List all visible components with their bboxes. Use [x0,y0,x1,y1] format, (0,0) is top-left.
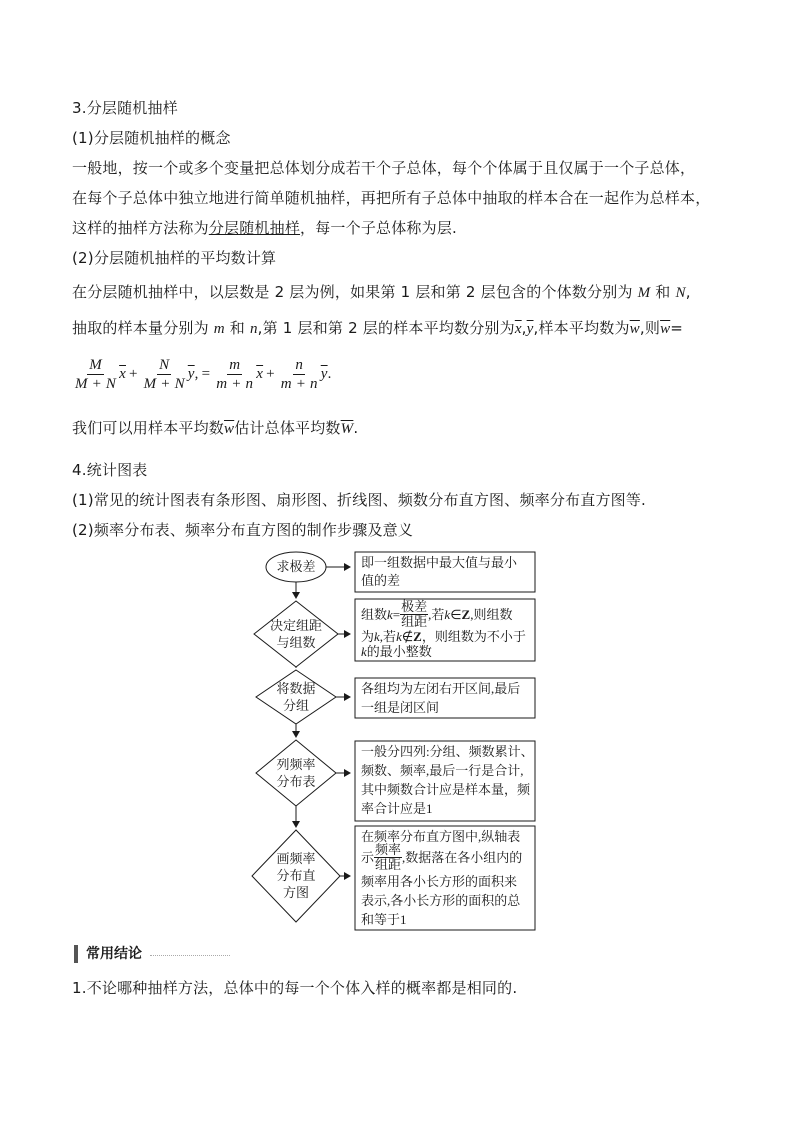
step-label: 方图 [282,885,309,900]
step-label: 将数据 [276,681,316,696]
box-text [361,642,432,662]
text: 和 [229,319,245,337]
text: , [685,283,691,301]
box-text: 频率用各小长方形的面积来 [361,874,518,889]
step-label: 与组数 [276,635,316,650]
denominator: 组距 [401,614,428,629]
conclusion-item: 1.不论哪种抽样方法，总体中的每一个个体入样的概率都是相同的. [72,979,518,997]
var-m: m [213,321,225,337]
denominator: M + N [75,375,117,392]
numerator: n [295,356,304,373]
fraction [400,600,428,629]
denominator: m + n [216,375,254,392]
text: 为 [361,629,375,644]
text: 在分层随机抽样中，以层数是 2 层为例，如果第 1 层和第 2 层包含的个体数分别为 [72,283,633,301]
box-text: 一组是闭区间 [361,700,440,715]
box-text: 即一组数据中最大值与最小 [361,555,518,570]
set-Z: Z [413,629,422,644]
fraction [374,843,402,872]
step-label: 分布表 [276,774,316,789]
var-N: N [675,285,686,301]
subheading-steps: (2)频率分布表、频率分布直方图的制作步骤及意义 [72,521,414,539]
numerator: M [89,356,102,373]
var-k: k [361,644,367,659]
text: ,则组数 [470,606,513,622]
var-k: k [444,606,451,622]
text: ,第 1 层和第 2 层的样本平均数分别为 [257,319,515,337]
paragraph-line: 在每个子总体中独立地进行简单随机抽样，再把所有子总体中抽取的样本合在一起作为总样本， [72,189,711,207]
plus-sign: + [128,366,138,382]
text: ∈ [450,606,462,622]
box-text: 各组均为左闭右开区间,最后 [361,681,521,696]
term-stratified-sampling: 分层随机抽样 [208,219,301,237]
text: 抽取的样本量分别为 [72,319,209,337]
text: 组数 [361,606,388,622]
conclusions-heading: 常用结论 [74,945,142,963]
period: . [327,366,332,382]
box-text [361,843,522,872]
step-label: 分布直 [276,868,316,883]
denominator: 组距 [375,857,402,872]
var-x-bar: $\overline{x}$ [514,321,522,337]
text: , [194,366,199,382]
box-text: 一般分四列:分组、频数累计、 [361,744,534,759]
numerator: N [159,356,170,373]
step-label: 决定组距 [269,618,322,633]
numerator: m [229,356,241,373]
plus-sign: + [266,366,275,382]
step-label: 列频率 [276,757,316,772]
var-x-bar: $\overline{x}$ [256,366,264,382]
box-text: 在频率分布直方图中,纵轴表 [361,829,521,844]
var-y-bar: $\overline{y}$ [526,321,534,337]
text: 和 [655,283,671,301]
text: ,数据落在各小组内的 [402,849,523,865]
text: = [670,319,684,337]
var-w-bar: $\overline{w}$ [224,421,235,437]
var-M: M [637,285,651,301]
step-label: 求极差 [276,559,316,574]
divider [150,955,230,956]
set-Z: Z [461,606,471,622]
var-n: n [249,321,258,337]
box-text: 频数、频率,最后一行是合计, [361,763,524,778]
paragraph-line: 一般地，按一个或多个变量把总体划分成若干个子总体，每个个体属于且仅属于一个子总体， [72,159,696,177]
subheading-concept: (1)分层随机抽样的概念 [72,129,231,147]
text: ∉ [401,629,414,644]
denominator: M + N [143,375,185,392]
paragraph-line: (1)常见的统计图表有条形图、扇形图、折线图、频数分布直方图、频率分布直方图等. [72,491,647,509]
step-label: 画频率 [276,851,316,866]
var-w-bar: $\overline{w}$ [660,321,671,337]
text: 示 [361,849,375,865]
text: ,若 [379,629,397,644]
numerator: 频率 [375,842,402,857]
var-k: k [387,606,393,622]
text: , [521,319,527,337]
box-text [361,600,512,629]
period: . [353,419,359,437]
text: ,样本平均数为 [533,319,630,337]
var-k: k [396,629,402,644]
var-W-bar: $\overline{W}$ [340,421,354,437]
var-w-bar: $\overline{w}$ [629,321,640,337]
denominator: m + n [280,375,318,392]
equals-sign: = [201,366,211,382]
text: 估计总体平均数 [234,419,341,437]
box-text: 表示,各小长方形的面积的总 [361,893,521,908]
var-k: k [374,629,380,644]
box-text: 和等于1 [361,912,407,927]
numerator: 极差 [401,599,428,614]
box-text: 率合计应是1 [361,801,433,816]
step-label: 分组 [282,698,309,713]
section-title-stratified: 3.分层随机抽样 [72,99,178,117]
text: 这样的抽样方法称为 [72,219,209,237]
var-x-bar: $\overline{x}$ [119,366,126,382]
text: ,若 [428,606,445,622]
text: 我们可以用样本平均数 [72,419,225,437]
section-title-charts: 4.统计图表 [72,461,148,479]
text: ，每一个子总体称为层. [300,219,457,237]
var-y-bar: $\overline{y}$ [187,366,195,382]
subheading-mean: (2)分层随机抽样的平均数计算 [72,249,277,267]
text: ,则 [639,319,661,337]
box-text: 其中频数合计应是样本量，频 [361,782,531,797]
text: ，则组数为不小于 [421,629,526,644]
box-text: 值的差 [361,573,401,588]
var-y-bar: $\overline{y}$ [320,366,328,382]
text: 的最小整数 [366,644,432,659]
text: = [392,606,401,622]
